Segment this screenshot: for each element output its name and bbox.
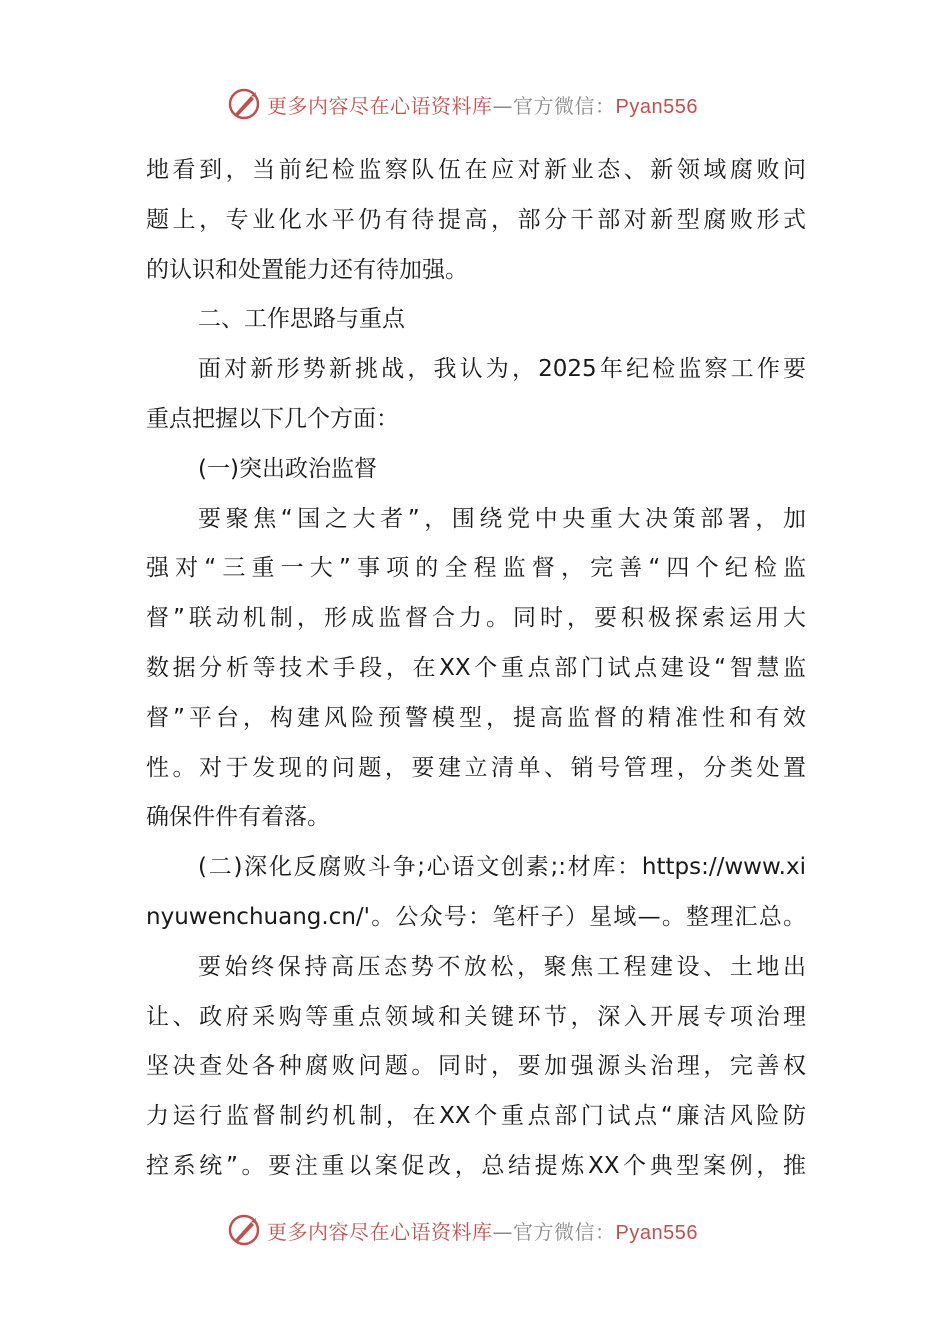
document-body [146,146,806,1192]
quill-logo-icon [227,87,261,121]
footer-banner-account-id: Pyan556 [615,1221,698,1244]
header-banner-account-id: Pyan556 [615,95,698,118]
footer-watermark-banner [227,1210,747,1250]
body-line: 要始终保持高压态势不放松，聚焦工程建设、土地出 [198,953,806,980]
body-line: 性。对于发现的问题，要建立清单、销号管理，分类处置 [146,754,806,781]
header-banner-text [267,90,698,119]
body-line: 控系统”。要注重以案促改，总结提炼XX个典型案例，推 [146,1152,806,1179]
body-line: 题上，专业化水平仍有待提高，部分干部对新型腐败形式 [146,206,806,233]
header-banner-title: 更多内容尽在心语资料库 [267,93,493,118]
body-line: 督”平台，构建风险预警模型，提高监督的精准性和有效 [146,704,806,731]
subsection-heading: (一)突出政治监督 [198,455,377,482]
body-line: 确保件件有着落。 [146,804,330,831]
header-banner-account-label: 官方微信： [513,93,616,118]
body-line: 要聚焦“国之大者”，围绕党中央重大决策部署，加 [198,505,806,532]
footer-banner-title: 更多内容尽在心语资料库 [267,1219,493,1244]
body-line: 力运行监督制约机制，在XX个重点部门试点“廉洁风险防 [146,1103,806,1130]
body-line: nyuwenchuang.cn/'。公众号：笔杆子）星域—。整理汇总。 [146,903,806,930]
body-line: 面对新形势新挑战，我认为，2025年纪检监察工作要 [198,356,806,383]
body-line: 的认识和处置能力还有待加强。 [146,256,468,283]
body-line: 让、政府采购等重点领域和关键环节，深入开展专项治理 [146,1003,806,1030]
header-watermark-banner [227,84,747,124]
footer-banner-text [267,1216,698,1245]
quill-logo-icon [227,1213,261,1247]
footer-banner-account-label: 官方微信： [513,1219,616,1244]
header-banner-dash: — [492,93,513,118]
body-line: 地看到，当前纪检监察队伍在应对新业态、新领域腐败问 [146,157,806,183]
body-line: 坚决查处各种腐败问题。同时，要加强源头治理，完善权 [146,1053,806,1080]
body-line: 重点把握以下几个方面： [146,405,399,432]
section-heading: 二、工作思路与重点 [198,306,405,333]
subsection-heading: (二)深化反腐败斗争;心语文创素;:材库：https://www.xi [198,854,806,881]
body-line: 督”联动机制，形成监督合力。同时，要积极探索运用大 [146,605,806,632]
footer-banner-dash: — [492,1219,513,1244]
body-line: 强对“三重一大”事项的全程监督，完善“四个纪检监 [146,555,806,582]
body-line: 数据分析等技术手段，在XX个重点部门试点建设“智慧监 [146,654,806,681]
